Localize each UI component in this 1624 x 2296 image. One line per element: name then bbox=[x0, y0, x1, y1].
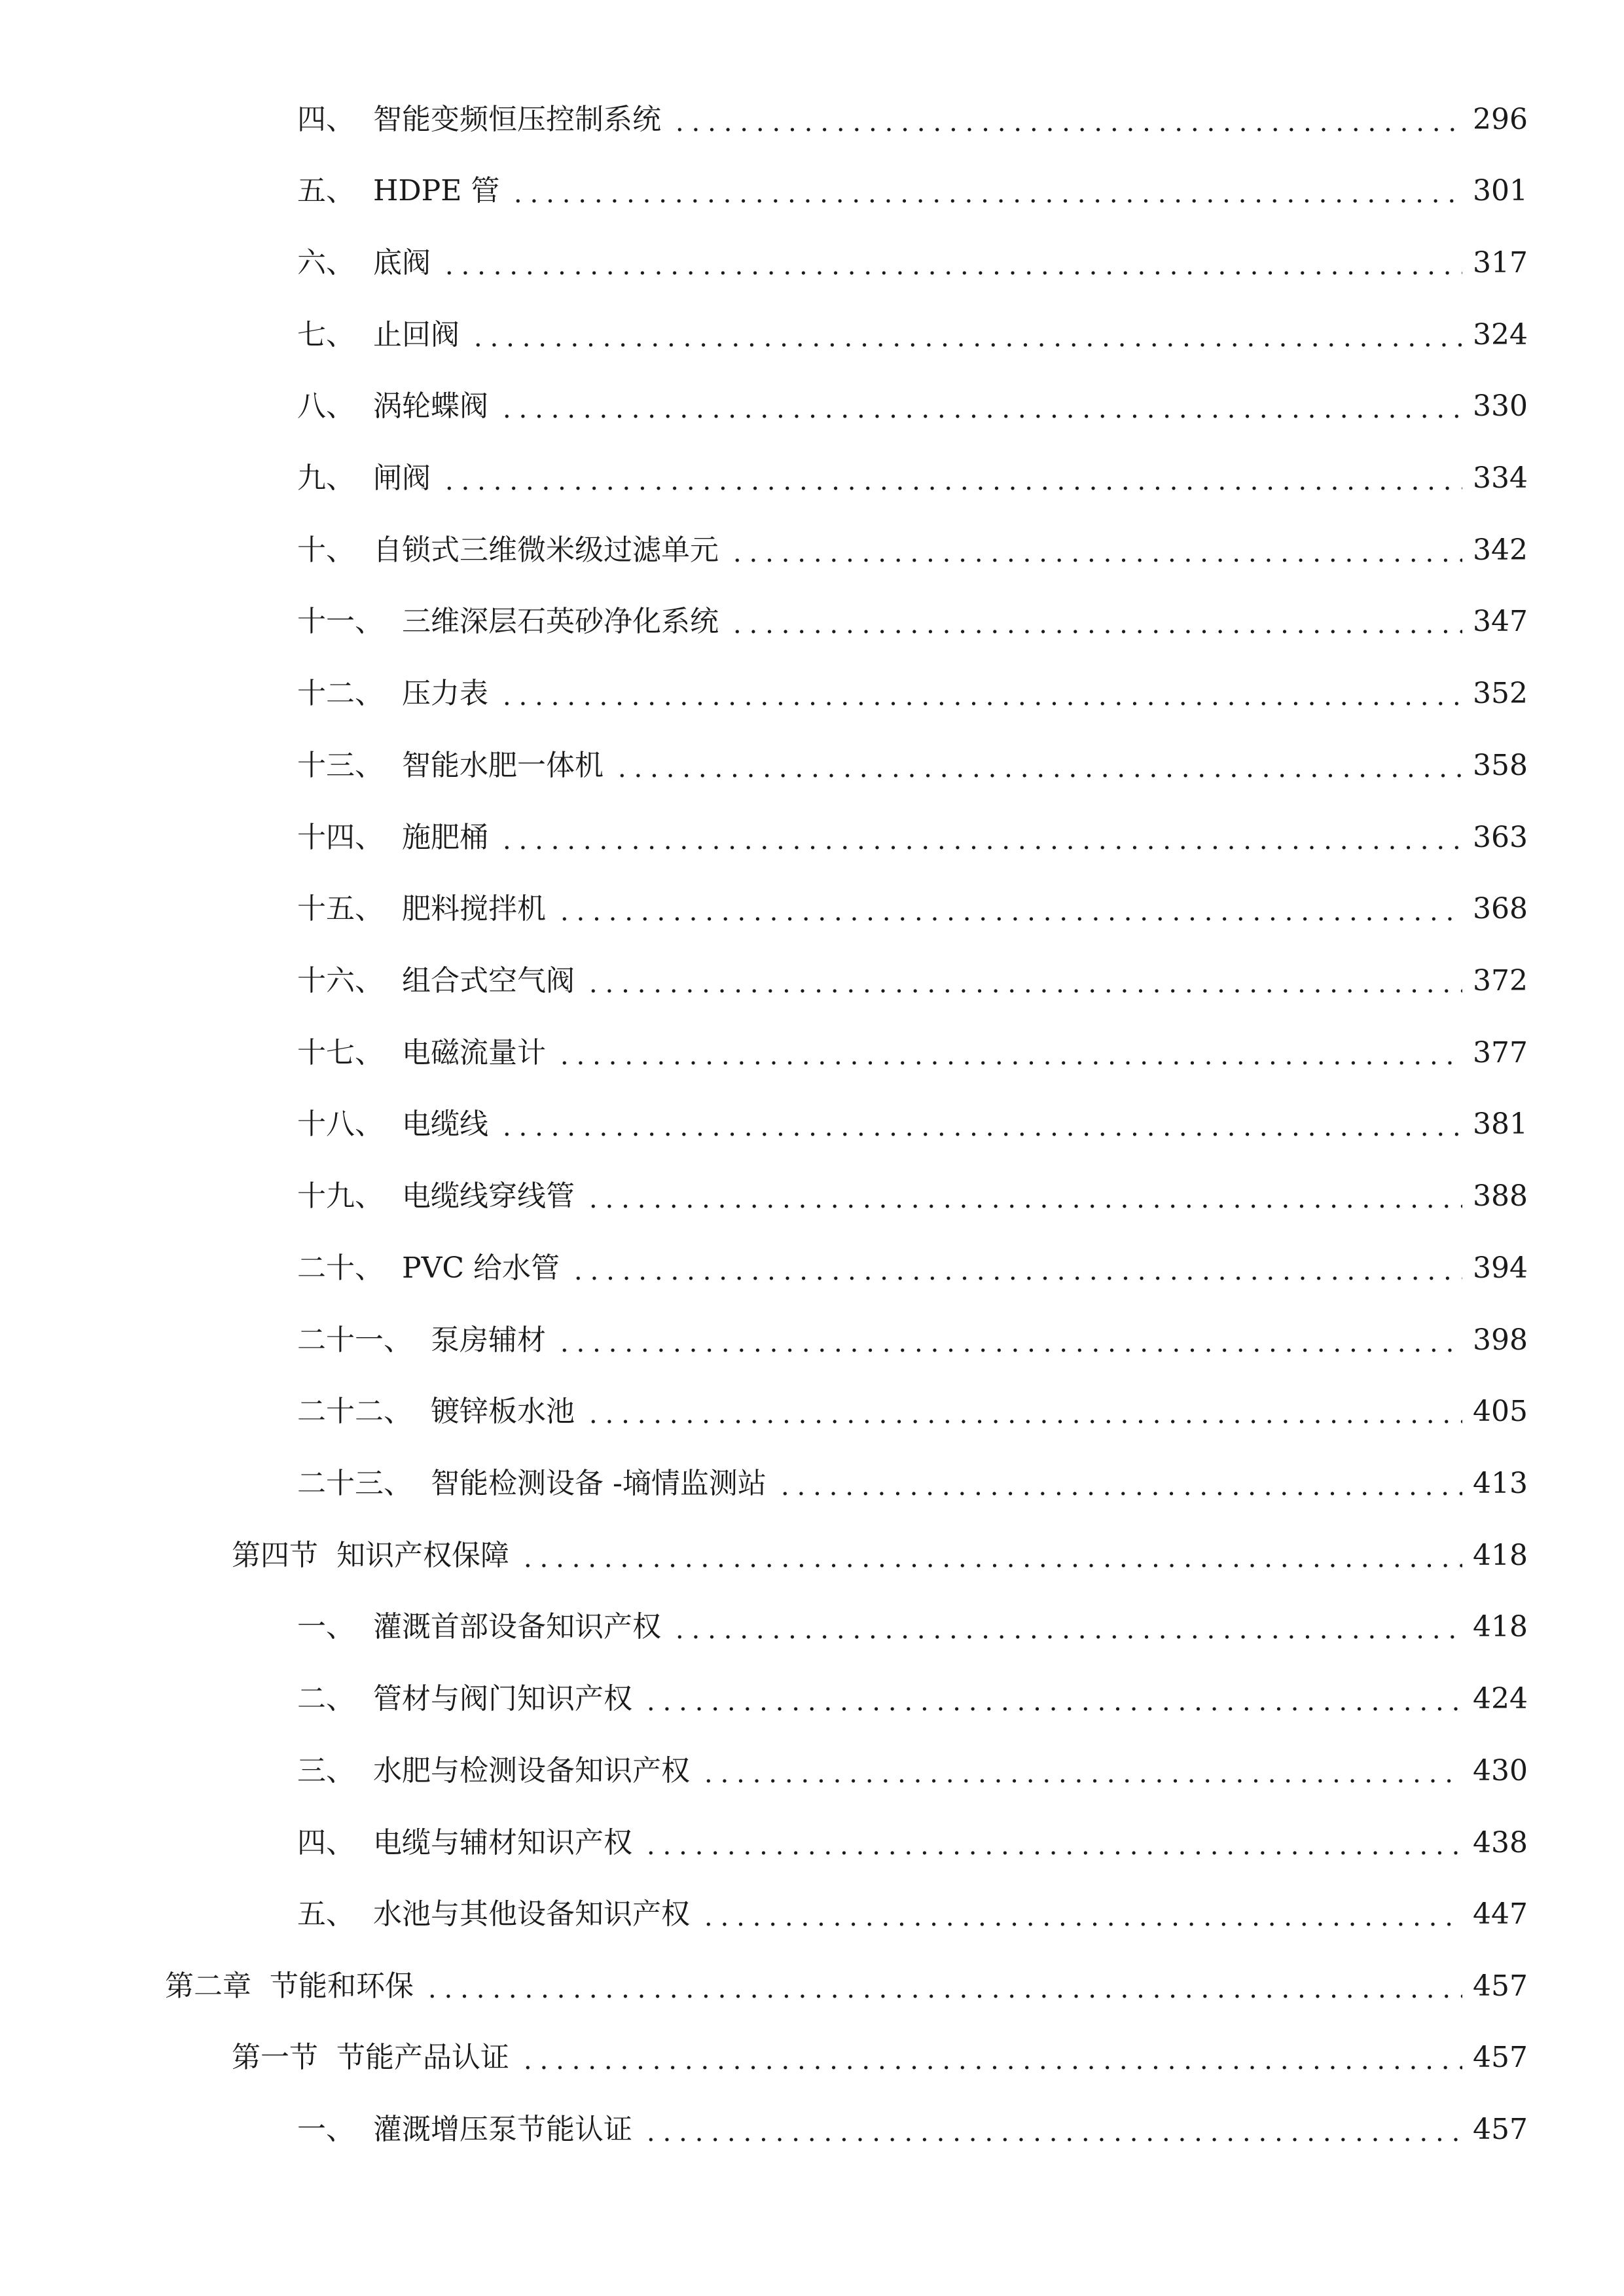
toc-entry-number: 四、 bbox=[297, 103, 355, 136]
toc-entry-number: 十三、 bbox=[297, 749, 384, 782]
toc-entry-title: 灌溉增压泵节能认证 bbox=[373, 2113, 632, 2146]
toc-entry[interactable] bbox=[297, 883, 1528, 935]
toc-entry-title: HDPE 管 bbox=[373, 174, 500, 207]
toc-entry[interactable] bbox=[297, 740, 1528, 792]
dot-leader bbox=[581, 1386, 1473, 1438]
toc-entry[interactable] bbox=[297, 524, 1528, 577]
toc-entry-title: 闸阀 bbox=[373, 461, 431, 495]
toc-entry[interactable] bbox=[297, 812, 1528, 864]
dot-leader bbox=[552, 883, 1473, 935]
toc-entry-page: 430 bbox=[1473, 1754, 1528, 1787]
toc-entry-number: 八、 bbox=[297, 389, 355, 423]
toc-entry-number: 五、 bbox=[297, 174, 355, 207]
toc-entry[interactable] bbox=[297, 1745, 1528, 1797]
toc-entry-title: 水池与其他设备知识产权 bbox=[373, 1897, 690, 1931]
dot-leader bbox=[516, 2032, 1473, 2084]
toc-entry[interactable] bbox=[297, 1888, 1528, 1941]
toc-entry-number: 第四节 bbox=[232, 1539, 318, 1572]
dot-leader bbox=[668, 1601, 1473, 1653]
toc-entry-page: 352 bbox=[1473, 677, 1528, 710]
toc-entry-page: 368 bbox=[1473, 892, 1528, 925]
toc-entry-number: 七、 bbox=[297, 318, 355, 351]
dot-leader bbox=[581, 1170, 1473, 1223]
toc-entry-title: 组合式空气阀 bbox=[402, 964, 575, 997]
toc-entry-page: 324 bbox=[1473, 318, 1528, 351]
toc-entry-page: 424 bbox=[1473, 1682, 1528, 1715]
toc-entry[interactable] bbox=[297, 1386, 1528, 1438]
toc-entry-page: 347 bbox=[1473, 605, 1528, 638]
toc-entry-title: 水肥与检测设备知识产权 bbox=[373, 1754, 690, 1787]
toc-entry-title: 节能产品认证 bbox=[336, 2041, 509, 2074]
dot-leader bbox=[696, 1888, 1473, 1941]
toc-entry[interactable] bbox=[297, 165, 1528, 217]
dot-leader bbox=[639, 1673, 1473, 1725]
toc-entry-number: 一、 bbox=[297, 1610, 355, 1643]
dot-leader bbox=[552, 1027, 1473, 1079]
toc-entry-number: 十五、 bbox=[297, 892, 384, 925]
toc-entry-title: 智能检测设备 -墒情监测站 bbox=[431, 1467, 767, 1500]
dot-leader bbox=[437, 452, 1473, 505]
toc-entry-title: 镀锌板水池 bbox=[431, 1395, 575, 1428]
toc-entry[interactable] bbox=[297, 94, 1528, 146]
toc-entry-title: PVC 给水管 bbox=[402, 1251, 560, 1285]
toc-entry-number: 六、 bbox=[297, 246, 355, 279]
toc-entry-page: 418 bbox=[1473, 1539, 1528, 1572]
toc-entry-title: 泵房辅材 bbox=[431, 1323, 546, 1357]
toc-entry-title: 智能变频恒压控制系统 bbox=[373, 103, 661, 136]
toc-entry-page: 398 bbox=[1473, 1323, 1528, 1357]
dot-leader bbox=[610, 740, 1473, 792]
toc-entry-section[interactable] bbox=[232, 1530, 1528, 1582]
toc-entry[interactable] bbox=[297, 1458, 1528, 1510]
toc-entry[interactable] bbox=[297, 1817, 1528, 1869]
toc-entry-chapter[interactable] bbox=[165, 1960, 1528, 2013]
dot-leader bbox=[566, 1242, 1473, 1295]
toc-entry-title: 智能水肥一体机 bbox=[402, 749, 604, 782]
toc-entry[interactable] bbox=[297, 452, 1528, 505]
toc-entry-page: 388 bbox=[1473, 1179, 1528, 1213]
toc-entry[interactable] bbox=[297, 237, 1528, 289]
toc-entry[interactable] bbox=[297, 2104, 1528, 2156]
toc-entry-page: 413 bbox=[1473, 1467, 1528, 1500]
toc-entry-title: 三维深层石英砂净化系统 bbox=[402, 605, 719, 638]
toc-entry-page: 301 bbox=[1473, 174, 1528, 207]
toc-entry-number: 一、 bbox=[297, 2113, 355, 2146]
toc-entry-number: 十九、 bbox=[297, 1179, 384, 1213]
toc-entry-section[interactable] bbox=[232, 2032, 1528, 2084]
toc-entry-page: 418 bbox=[1473, 1610, 1528, 1643]
toc-entry-number: 十四、 bbox=[297, 821, 384, 854]
dot-leader bbox=[696, 1745, 1473, 1797]
dot-leader bbox=[552, 1314, 1473, 1367]
toc-entry-number: 二、 bbox=[297, 1682, 355, 1715]
toc-entry-page: 405 bbox=[1473, 1395, 1528, 1428]
toc-entry-page: 363 bbox=[1473, 821, 1528, 854]
toc-entry-title: 灌溉首部设备知识产权 bbox=[373, 1610, 661, 1643]
dot-leader bbox=[668, 94, 1473, 146]
toc-entry[interactable] bbox=[297, 1027, 1528, 1079]
toc-entry-page: 372 bbox=[1473, 964, 1528, 997]
toc-entry-number: 九、 bbox=[297, 461, 355, 495]
dot-leader bbox=[495, 380, 1473, 433]
toc-entry-title: 电磁流量计 bbox=[402, 1036, 546, 1069]
toc-entry-page: 330 bbox=[1473, 389, 1528, 423]
toc-entry[interactable] bbox=[297, 1314, 1528, 1367]
dot-leader bbox=[495, 668, 1473, 720]
toc-entry-number: 第二章 bbox=[165, 1969, 251, 2003]
dot-leader bbox=[516, 1530, 1473, 1582]
toc-entry-page: 377 bbox=[1473, 1036, 1528, 1069]
toc-entry-title: 肥料搅拌机 bbox=[402, 892, 546, 925]
toc-entry-page: 317 bbox=[1473, 246, 1528, 279]
toc-entry-title: 电缆与辅材知识产权 bbox=[373, 1826, 632, 1859]
toc-entry-number: 三、 bbox=[297, 1754, 355, 1787]
toc-entry-title: 止回阀 bbox=[373, 318, 460, 351]
toc-entry-page: 457 bbox=[1473, 1969, 1528, 2003]
toc-entry[interactable] bbox=[297, 309, 1528, 361]
toc-entry-page: 447 bbox=[1473, 1897, 1528, 1931]
toc-entry[interactable] bbox=[297, 1098, 1528, 1151]
toc-entry-page: 438 bbox=[1473, 1826, 1528, 1859]
toc-entry-number: 二十三、 bbox=[297, 1467, 412, 1500]
toc-entry-number: 二十一、 bbox=[297, 1323, 412, 1357]
toc-entry-title: 施肥桶 bbox=[402, 821, 488, 854]
toc-entry-page: 457 bbox=[1473, 2041, 1528, 2074]
toc-entry-number: 第一节 bbox=[232, 2041, 318, 2074]
toc-entry-number: 十六、 bbox=[297, 964, 384, 997]
toc-entry-title: 压力表 bbox=[402, 677, 488, 710]
toc-entry-title: 节能和环保 bbox=[270, 1969, 414, 2003]
toc-entry-page: 457 bbox=[1473, 2113, 1528, 2146]
dot-leader bbox=[639, 1817, 1473, 1869]
dot-leader bbox=[725, 524, 1473, 577]
dot-leader bbox=[437, 237, 1473, 289]
toc-entry[interactable] bbox=[297, 1242, 1528, 1295]
toc-entry-title: 管材与阀门知识产权 bbox=[373, 1682, 632, 1715]
toc-entry[interactable] bbox=[297, 1673, 1528, 1725]
dot-leader bbox=[773, 1458, 1473, 1510]
toc-entry-number: 十、 bbox=[297, 533, 355, 567]
toc-entry-page: 296 bbox=[1473, 103, 1528, 136]
toc-entry[interactable] bbox=[297, 1601, 1528, 1653]
toc-entry-title: 知识产权保障 bbox=[336, 1539, 509, 1572]
dot-leader bbox=[581, 955, 1473, 1007]
toc-entry-page: 358 bbox=[1473, 749, 1528, 782]
toc-entry-page: 394 bbox=[1473, 1251, 1528, 1285]
toc-entry-number: 四、 bbox=[297, 1826, 355, 1859]
toc-entry-page: 342 bbox=[1473, 533, 1528, 567]
toc-entry-number: 十二、 bbox=[297, 677, 384, 710]
dot-leader bbox=[420, 1960, 1473, 2013]
toc-entry-number: 十七、 bbox=[297, 1036, 384, 1069]
toc-entry-title: 自锁式三维微米级过滤单元 bbox=[373, 533, 719, 567]
toc-entry-number: 二十二、 bbox=[297, 1395, 412, 1428]
toc-entry-page: 381 bbox=[1473, 1107, 1528, 1141]
dot-leader bbox=[495, 1098, 1473, 1151]
toc-entry[interactable] bbox=[297, 380, 1528, 433]
toc-entry-number: 五、 bbox=[297, 1897, 355, 1931]
toc-entry[interactable] bbox=[297, 596, 1528, 648]
toc-entry-number: 十八、 bbox=[297, 1107, 384, 1141]
dot-leader bbox=[506, 165, 1473, 217]
dot-leader bbox=[495, 812, 1473, 864]
toc-entry-title: 底阀 bbox=[373, 246, 431, 279]
toc-entry-page: 334 bbox=[1473, 461, 1528, 495]
toc-entry-number: 二十、 bbox=[297, 1251, 384, 1285]
dot-leader bbox=[639, 2104, 1473, 2156]
dot-leader bbox=[725, 596, 1473, 648]
dot-leader bbox=[466, 309, 1473, 361]
toc-entry[interactable] bbox=[297, 668, 1528, 720]
toc-entry-number: 十一、 bbox=[297, 605, 384, 638]
toc-entry[interactable] bbox=[297, 955, 1528, 1007]
toc-entry-title: 电缆线穿线管 bbox=[402, 1179, 575, 1213]
toc-entry[interactable] bbox=[297, 1170, 1528, 1223]
toc-entry-title: 涡轮蝶阀 bbox=[373, 389, 488, 423]
toc-entry-title: 电缆线 bbox=[402, 1107, 488, 1141]
